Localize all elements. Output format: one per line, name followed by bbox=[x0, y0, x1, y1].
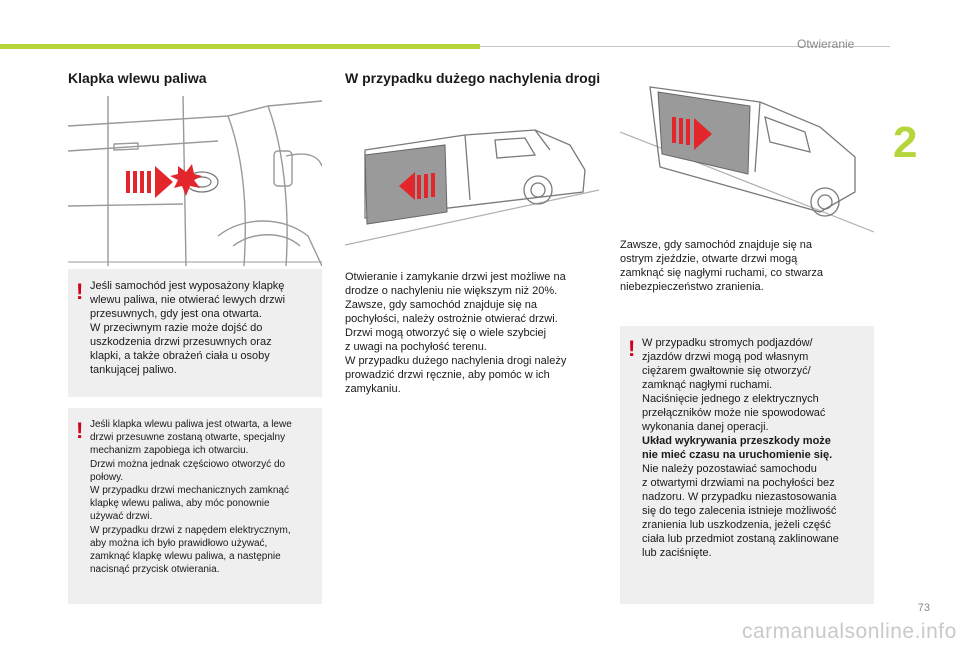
warning-text-part1: W przypadku stromych podjazdów/ zjazdów drzwi mogą pod własnym ciężarem gwałtownie się otworzyć/ zamknąć nagłymi ruchami. Naciśnięcie jednego z elektrycznych przełączników może nie spowodować wykonania danej operacji. bbox=[642, 337, 826, 433]
watermark: carmanualsonline.info bbox=[742, 620, 957, 643]
chapter-number: 2 bbox=[893, 118, 918, 167]
warning-exclamation-icon: ! bbox=[76, 418, 84, 443]
downhill-paragraph: Zawsze, gdy samochód znajduje się na ostrym zjeździe, otwarte drzwi mogą zamknąć się nagłymi ruchami, co stwarza niebezpieczeństwo zranienia. bbox=[620, 239, 823, 293]
warning-exclamation-icon: ! bbox=[76, 279, 84, 304]
fuel-flap-illustration bbox=[68, 96, 322, 266]
warning-bold-text: Układ wykrywania przeszkody może nie mieć czasu na uruchomienie się. bbox=[642, 435, 833, 461]
warning-text: Jeśli samochód jest wyposażony klapkę wlewu paliwa, nie otwierać lewych drzwi przesuwnych, gdy jest ona otwarta. W przeciwnym razie może dojść do uszkodzenia drzwi przesuwnych oraz klapki, a także obrażeń ciała u osoby tankującej paliwo. bbox=[90, 280, 286, 376]
warning-box-fuel-flap-open bbox=[68, 408, 322, 604]
warning-exclamation-icon: ! bbox=[628, 336, 636, 361]
fuel-flap-heading: Klapka wlewu paliwa bbox=[68, 70, 207, 86]
van-downhill-illustration bbox=[620, 82, 874, 250]
red-arrow-icon bbox=[126, 166, 173, 198]
warning-text: Jeśli klapka wlewu paliwa jest otwarta, a lewe drzwi przesuwne zostaną otwarte, specjalny mechanizm zapobiega ich otwarciu. Drzwi można jednak częściowo otworzyć do połowy. W przypadku drzwi mechanicznych zamknąć klapkę wlewu paliwa, aby móc ponownie używać drzwi. W przypadku drzwi z napędem elektrycznym, aby można ich było prawidłowo używać, zamknąć klapkę wlewu paliwa, a następnie nacisnąć przycisk otwierania. bbox=[90, 419, 292, 576]
warning-box-fuel-flap bbox=[68, 269, 322, 397]
header-accent-bar bbox=[0, 44, 480, 49]
slope-paragraph: Otwieranie i zamykanie drzwi jest możliwe na drodze o nachyleniu nie większym niż 20%. Zawsze, gdy samochód znajduje się na pochyłości, należy ostrożnie otwierać drzwi. Drzwi mogą otworzyć się o wiele szybciej z uwagi na pochyłość terenu. W przypadku dużego nachylenia drogi należy prowadzić drzwi ręcznie, aby pomóc w ich zamykaniu. bbox=[345, 271, 567, 395]
warning-box-steep-slopes bbox=[620, 326, 874, 604]
warning-text bbox=[642, 336, 868, 560]
warning-text-part2: Nie należy pozostawiać samochodu z otwartymi drzwiami na pochyłości bez nadzoru. W przypadku niezastosowania się do tego zalecenia istnieje możliwość zranienia lub uszkodzenia, jeżeli część ciała lub przedmiot zostaną zaklinowane lub zaciśnięte. bbox=[642, 463, 839, 559]
steep-slope-heading: W przypadku dużego nachylenia drogi bbox=[345, 70, 601, 86]
page-number: 73 bbox=[917, 602, 930, 614]
van-uphill-illustration bbox=[345, 100, 599, 260]
section-title: Otwieranie bbox=[797, 37, 855, 51]
